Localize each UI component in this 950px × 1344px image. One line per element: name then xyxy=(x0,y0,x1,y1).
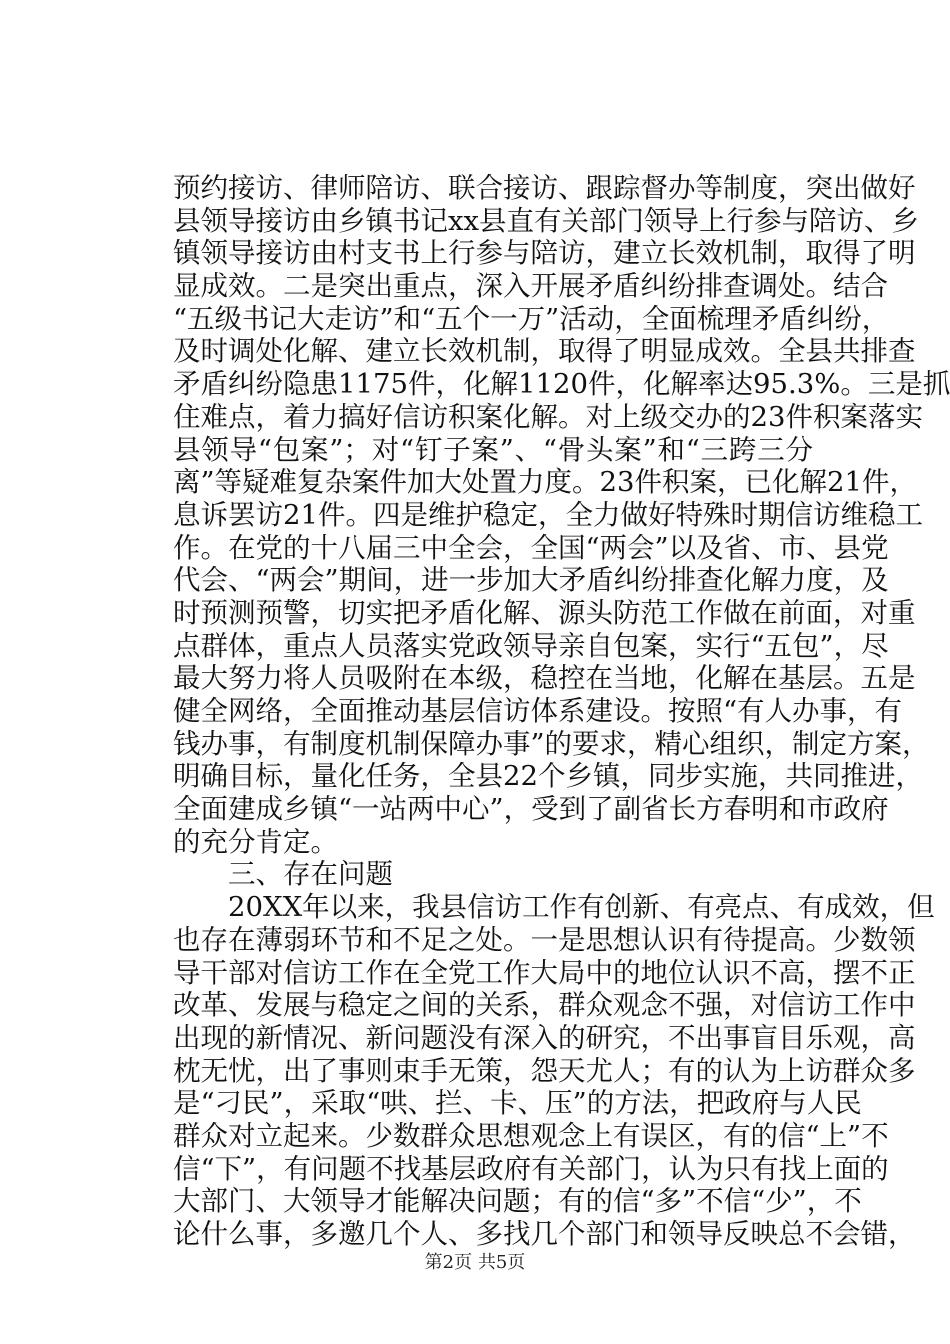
text-line: 出现的新情况、新问题没有深入的研究，不出事盲目乐观，高 xyxy=(173,1021,916,1054)
text-line: 镇领导接访由村支书上行参与陪访，建立长效机制，取得了明 xyxy=(173,237,916,270)
text-line: 导干部对信访工作在全党工作大局中的地位认识不高，摆不正 xyxy=(173,956,916,989)
text-line: 住难点，着力搞好信访积案化解。对上级交办的23件积案落实 xyxy=(173,400,923,433)
text-line: 县领导接访由乡镇书记xx县直有关部门领导上行参与陪访、乡 xyxy=(173,204,920,237)
text-line: 息诉罢访21件。四是维护稳定，全力做好特殊时期信访维稳工 xyxy=(173,498,923,531)
text-line: 群众对立起来。少数群众思想观念上有误区，有的信“上”不 xyxy=(173,1119,889,1152)
text-line: 预约接访、律师陪访、联合接访、跟踪督办等制度，突出做好 xyxy=(173,172,916,204)
text-line: 矛盾纠纷隐患1175件，化解1120件，化解率达95.3%。三是抓 xyxy=(173,368,950,401)
text-line: 最大努力将人员吸附在本级，稳控在当地，化解在基层。五是 xyxy=(173,662,916,695)
text-line: 健全网络，全面推动基层信访体系建设。按照“有人办事，有 xyxy=(173,695,903,727)
text-line: 20XX年以来，我县信访工作有创新、有亮点、有成效，但 xyxy=(173,891,935,924)
text-line: “五级书记大走访”和“五个一万”活动，全面梳理矛盾纠纷， xyxy=(173,302,890,335)
text-line: 枕无忧，出了事则束手无策，怨天尤人；有的认为上访群众多 xyxy=(173,1054,916,1087)
page-number: 第2页 共5页 xyxy=(424,1252,526,1273)
text-line: 代会、“两会”期间，进一步加大矛盾纠纷排查化解力度，及 xyxy=(173,564,889,597)
text-line: 钱办事，有制度机制保障办事”的要求，精心组织，制定方案， xyxy=(173,727,930,760)
text-line: 是“刁民”，采取“哄、拦、卡、压”的方法，把政府与人民 xyxy=(173,1087,862,1120)
text-line: 改革、发展与稳定之间的关系，群众观念不强，对信访工作中 xyxy=(173,989,916,1022)
text-line: 论什么事，多邀几个人、多找几个部门和领导反映总不会错， xyxy=(173,1218,916,1250)
text-line: 明确目标，量化任务，全县22个乡镇，同步实施，共同推进， xyxy=(173,760,923,793)
body-text xyxy=(173,172,950,1251)
text-line: 点群体，重点人员落实党政领导亲自包案，实行“五包”，尽 xyxy=(173,629,889,662)
text-line: 作。在党的十八届三中全会，全国“两会”以及省、市、县党 xyxy=(173,531,889,564)
text-line: 全面建成乡镇“一站两中心”，受到了副省长方春明和市政府 xyxy=(173,793,889,826)
text-line: 也存在薄弱环节和不足之处。一是思想认识有待提高。少数领 xyxy=(173,923,916,956)
text-line: 的充分肯定。 xyxy=(173,825,338,858)
section-heading: 三、存在问题 xyxy=(173,858,393,891)
text-line: 大部门、大领导才能解决问题；有的信“多”不信“少”，不 xyxy=(173,1185,862,1218)
text-line: 显成效。二是突出重点，深入开展矛盾纠纷排查调处。结合 xyxy=(173,270,888,303)
text-line: 离”等疑难复杂案件加大处置力度。23件积案，已化解21件， xyxy=(173,466,918,499)
text-line: 信“下”，有问题不找基层政府有关部门，认为只有找上面的 xyxy=(173,1152,889,1185)
text-line: 及时调处化解、建立长效机制，取得了明显成效。全县共排查 xyxy=(173,335,916,368)
text-line: 县领导“包案”；对“钉子案”、“骨头案”和“三跨三分 xyxy=(173,433,813,466)
text-line: 时预测预警，切实把矛盾化解、源头防范工作做在前面，对重 xyxy=(173,596,916,629)
